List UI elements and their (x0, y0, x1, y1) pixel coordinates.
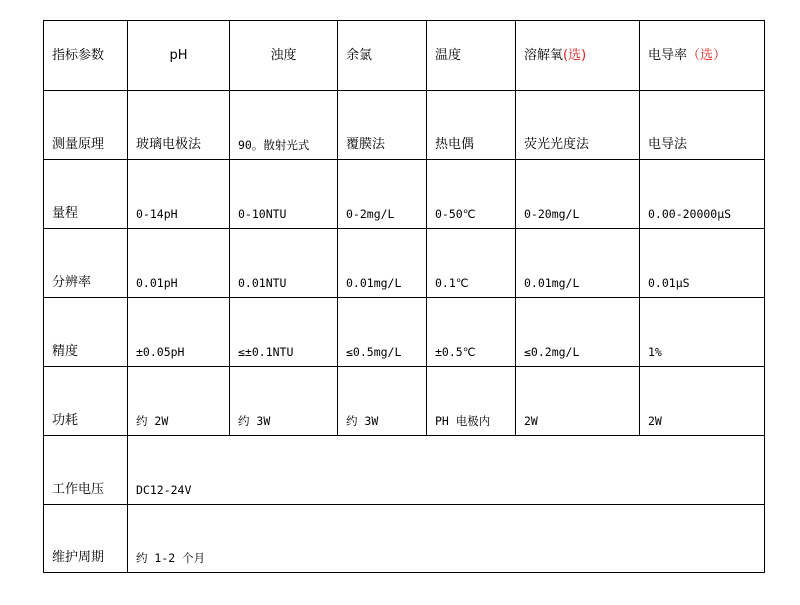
resolution-do: 0.01mg/L (516, 229, 640, 298)
row-range (44, 160, 765, 229)
label-maintenance: 维护周期 (44, 505, 128, 573)
header-temperature: 温度 (427, 21, 516, 91)
header-do-optional: (选) (563, 47, 587, 63)
row-resolution (44, 229, 765, 298)
principle-cond: 电导法 (640, 91, 765, 160)
principle-turbidity: 90。散射光式 (230, 91, 338, 160)
power-do: 2W (516, 367, 640, 436)
range-ph: 0-14pH (128, 160, 230, 229)
accuracy-ph: ±0.05pH (128, 298, 230, 367)
resolution-temperature: 0.1℃ (427, 229, 516, 298)
header-cond-label: 电导率 (648, 47, 688, 63)
label-power: 功耗 (44, 367, 128, 436)
voltage-value: DC12-24V (128, 436, 765, 505)
header-dissolved-oxygen (516, 21, 640, 91)
label-range: 量程 (44, 160, 128, 229)
label-voltage: 工作电压 (44, 436, 128, 505)
header-ph: pH (128, 21, 230, 91)
range-temperature: 0-50℃ (427, 160, 516, 229)
principle-temperature: 热电偶 (427, 91, 516, 160)
principle-ph: 玻璃电极法 (128, 91, 230, 160)
power-turbidity: 约 3W (230, 367, 338, 436)
accuracy-chlorine: ≤0.5mg/L (338, 298, 427, 367)
header-cond-optional: （选） (687, 47, 727, 63)
power-cond: 2W (640, 367, 765, 436)
principle-chlorine: 覆膜法 (338, 91, 427, 160)
range-turbidity: 0-10NTU (230, 160, 338, 229)
resolution-turbidity: 0.01NTU (230, 229, 338, 298)
accuracy-temperature: ±0.5℃ (427, 298, 516, 367)
label-accuracy: 精度 (44, 298, 128, 367)
label-resolution: 分辨率 (44, 229, 128, 298)
header-row (44, 21, 765, 91)
range-chlorine: 0-2mg/L (338, 160, 427, 229)
resolution-cond: 0.01μS (640, 229, 765, 298)
header-do-label: 溶解氧 (524, 47, 564, 63)
row-principle (44, 91, 765, 160)
maintenance-value: 约 1-2 个月 (128, 505, 765, 573)
row-maintenance (44, 505, 765, 573)
accuracy-do: ≤0.2mg/L (516, 298, 640, 367)
header-chlorine: 余氯 (338, 21, 427, 91)
power-chlorine: 约 3W (338, 367, 427, 436)
resolution-ph: 0.01pH (128, 229, 230, 298)
range-do: 0-20mg/L (516, 160, 640, 229)
header-conductivity (640, 21, 765, 91)
power-temperature: PH 电极内 (427, 367, 516, 436)
power-ph: 约 2W (128, 367, 230, 436)
header-turbidity: 浊度 (230, 21, 338, 91)
row-accuracy (44, 298, 765, 367)
row-voltage (44, 436, 765, 505)
header-param: 指标参数 (44, 21, 128, 91)
accuracy-turbidity: ≤±0.1NTU (230, 298, 338, 367)
row-power (44, 367, 765, 436)
resolution-chlorine: 0.01mg/L (338, 229, 427, 298)
label-principle: 测量原理 (44, 91, 128, 160)
principle-do: 荧光光度法 (516, 91, 640, 160)
spec-table (43, 20, 765, 573)
accuracy-cond: 1% (640, 298, 765, 367)
range-cond: 0.00-20000μS (640, 160, 765, 229)
